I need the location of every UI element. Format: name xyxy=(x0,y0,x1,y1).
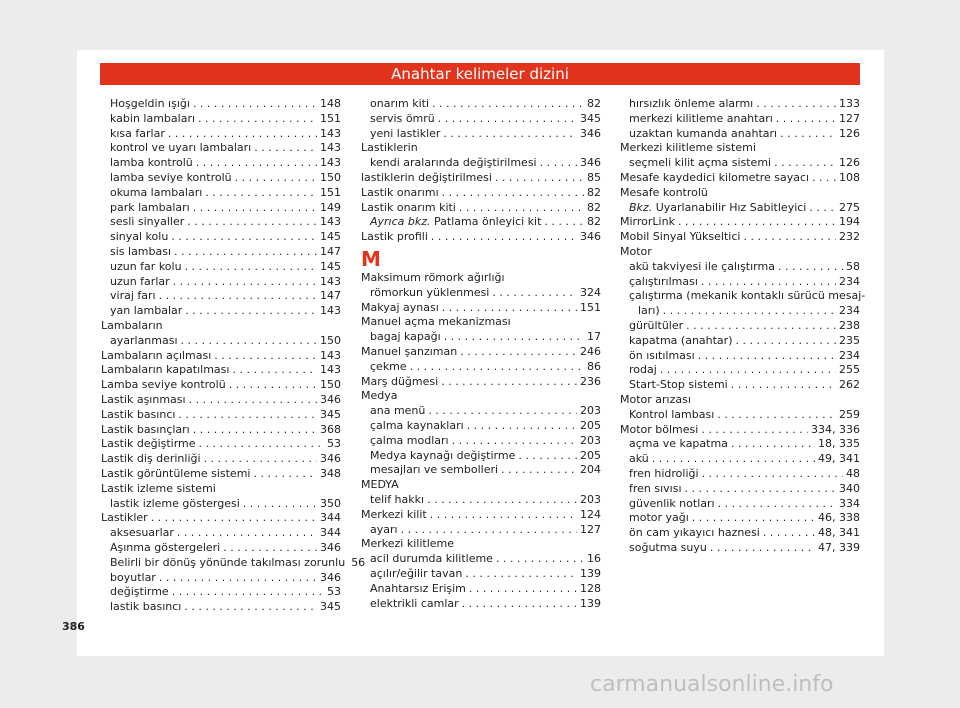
index-entry: sesli sinyaller . . . 143 xyxy=(101,215,341,230)
index-heading: Motor arızası xyxy=(620,392,691,406)
index-entry: açılır/eğilir tavan . . . 139 xyxy=(361,567,601,582)
index-entry: merkezi kilitleme anahtarı . . . 127 xyxy=(620,112,860,127)
index-entry: ları) . . . 234 xyxy=(620,304,860,319)
index-entry: ayarlanması . . . 150 xyxy=(101,334,341,349)
page-number: 386 xyxy=(62,620,85,633)
index-entry: fren sıvısı . . . 340 xyxy=(620,482,860,497)
index-entry: Mobil Sinyal Yükseltici . . . 232 xyxy=(620,230,860,245)
index-entry: Motor bölmesi . . . 334, 336 xyxy=(620,423,860,438)
index-entry: kendi aralarında değiştirilmesi . . . 346 xyxy=(361,156,601,171)
index-entry: lamba seviye kontrolü . . . 150 xyxy=(101,171,341,186)
index-entry: ön ısıtılması . . . 234 xyxy=(620,349,860,364)
index-entry: kapatma (anahtar) . . . 235 xyxy=(620,334,860,349)
index-entry: Start-Stop sistemi . . . 262 xyxy=(620,378,860,393)
index-title: Anahtar kelimeler dizini xyxy=(100,63,860,85)
index-entry: Hoşgeldin ışığı . . . 148 xyxy=(101,97,341,112)
index-heading: çalıştırma (mekanik kontaklı sürücü mesaj- xyxy=(629,289,866,303)
index-entry: aksesuarlar . . . 344 xyxy=(101,526,341,541)
see-also-label: Ayrıca bkz. xyxy=(370,215,431,229)
index-entry: Lamba seviye kontrolü . . . 150 xyxy=(101,378,341,393)
index-entry: lastik izleme göstergesi . . . 350 xyxy=(101,497,341,512)
index-entry: sinyal kolu . . . 145 xyxy=(101,230,341,245)
index-heading: Mesafe kontrolü xyxy=(620,185,708,199)
index-entry: Bkz. Uyarlanabilir Hız Sabitleyici . . . 275 xyxy=(620,201,860,216)
index-entry: onarım kiti . . . 82 xyxy=(361,97,601,112)
index-entry: Lastikler . . . 344 xyxy=(101,511,341,526)
index-entry: Lastik aşınması . . . 346 xyxy=(101,393,341,408)
index-heading: Lastiklerin xyxy=(361,141,418,155)
index-entry: lastik basıncı . . . 345 xyxy=(101,600,341,615)
index-entry: lastiklerin değiştirilmesi . . . 85 xyxy=(361,171,601,186)
index-entry: Lastik basıncı . . . 345 xyxy=(101,408,341,423)
index-entry: Lastik diş derinliği . . . 346 xyxy=(101,452,341,467)
index-entry: boyutlar . . . 346 xyxy=(101,571,341,586)
index-entry: uzun farlar . . . 143 xyxy=(101,275,341,290)
index-entry: Lastik değiştirme . . . 53 xyxy=(101,437,341,452)
index-entry: yan lambalar . . . 143 xyxy=(101,304,341,319)
index-entry: çalma kaynakları . . . 205 xyxy=(361,419,601,434)
index-entry: Belirli bir dönüş yönünde takılması zorunlu 56 xyxy=(110,555,366,569)
index-entry: elektrikli camlar . . . 139 xyxy=(361,597,601,612)
index-entry: motor yağı . . . 46, 338 xyxy=(620,511,860,526)
watermark: carmanualsonline.info xyxy=(590,672,834,697)
index-entry: lamba kontrolü . . . 143 xyxy=(101,156,341,171)
index-entry: ayarı . . . 127 xyxy=(361,523,601,538)
index-entry: park lambaları . . . 149 xyxy=(101,201,341,216)
index-entry: fren hidroliği . . . 48 xyxy=(620,467,860,482)
index-entry: Marş düğmesi . . . 236 xyxy=(361,375,601,390)
index-entry: telif hakkı . . . 203 xyxy=(361,493,601,508)
index-entry: yeni lastikler . . . 346 xyxy=(361,127,601,142)
index-entry: viraj farı . . . 147 xyxy=(101,289,341,304)
index-entry: hırsızlık önleme alarmı . . . 133 xyxy=(620,97,860,112)
index-heading: Manuel açma mekanizması xyxy=(361,315,511,329)
index-heading: Lambaların xyxy=(101,318,163,332)
index-entry: akü . . . 49, 341 xyxy=(620,452,860,467)
index-entry: römorkun yüklenmesi . . . 324 xyxy=(361,286,601,301)
index-entry: ön cam yıkayıcı haznesi . . . 48, 341 xyxy=(620,526,860,541)
index-column-2 xyxy=(361,97,601,611)
index-heading: Maksimum römork ağırlığı xyxy=(361,270,505,284)
index-column-1 xyxy=(101,97,366,615)
index-entry: Lastik onarım kiti . . . 82 xyxy=(361,201,601,216)
index-heading: Merkezi kilitleme sistemi xyxy=(620,141,756,155)
index-entry: acil durumda kilitleme . . . 16 xyxy=(361,552,601,567)
index-entry: Merkezi kilit . . . 124 xyxy=(361,508,601,523)
index-entry: değiştirme . . . 53 xyxy=(101,585,341,600)
index-heading: Medya xyxy=(361,389,398,403)
index-entry: açma ve kapatma . . . 18, 335 xyxy=(620,437,860,452)
index-entry: uzaktan kumanda anahtarı . . . 126 xyxy=(620,127,860,142)
index-entry: seçmeli kilit açma sistemi . . . 126 xyxy=(620,156,860,171)
index-entry: güvenlik notları . . . 334 xyxy=(620,497,860,512)
index-heading: Merkezi kilitleme xyxy=(361,537,455,551)
index-entry: Anahtarsız Erişim . . . 128 xyxy=(361,582,601,597)
index-entry: kabin lambaları . . . 151 xyxy=(101,112,341,127)
index-heading: Lastik izleme sistemi xyxy=(101,481,216,495)
index-entry: Lambaların açılması . . . 143 xyxy=(101,349,341,364)
index-entry: MirrorLink . . . 194 xyxy=(620,215,860,230)
index-entry: çekme . . . 86 xyxy=(361,360,601,375)
index-entry: uzun far kolu . . . 145 xyxy=(101,260,341,275)
index-entry: çalma modları . . . 203 xyxy=(361,434,601,449)
index-entry: rodaj . . . 255 xyxy=(620,363,860,378)
index-entry: akü takviyesi ile çalıştırma . . . 58 xyxy=(620,260,860,275)
index-entry: Lastik basınçları . . . 368 xyxy=(101,423,341,438)
index-entry: Aşınma göstergeleri . . . 346 xyxy=(101,541,341,556)
index-heading: Motor xyxy=(620,244,652,258)
index-entry: sis lambası . . . 147 xyxy=(101,245,341,260)
see-label: Bkz. xyxy=(629,200,653,214)
index-entry: soğutma suyu . . . 47, 339 xyxy=(620,541,860,556)
index-entry: Kontrol lambası . . . 259 xyxy=(620,408,860,423)
index-entry: Lastik onarımı . . . 82 xyxy=(361,186,601,201)
index-entry: Mesafe kaydedici kilometre sayacı . . . 108 xyxy=(620,171,860,186)
index-entry: mesajları ve sembolleri . . . 204 xyxy=(361,463,601,478)
index-entry: ana menü . . . 203 xyxy=(361,404,601,419)
index-entry: Ayrıca bkz. Patlama önleyici kit . . . 82 xyxy=(361,215,601,230)
index-entry: Lastik görüntüleme sistemi . . . 348 xyxy=(101,467,341,482)
index-entry: servis ömrü . . . 345 xyxy=(361,112,601,127)
index-entry: kısa farlar . . . 143 xyxy=(101,127,341,142)
index-entry: Makyaj aynası . . . 151 xyxy=(361,301,601,316)
index-heading: MEDYA xyxy=(361,478,399,492)
index-entry: gürültüler . . . 238 xyxy=(620,319,860,334)
index-entry: Lastik profili . . . 346 xyxy=(361,230,601,245)
index-entry: kontrol ve uyarı lambaları . . . 143 xyxy=(101,141,341,156)
index-entry: Manuel şanzıman . . . 246 xyxy=(361,345,601,360)
index-entry: Medya kaynağı değiştirme . . . 205 xyxy=(361,449,601,464)
index-entry: Lambaların kapatılması . . . 143 xyxy=(101,363,341,378)
index-entry: bagaj kapağı . . . 17 xyxy=(361,330,601,345)
index-entry: okuma lambaları . . . 151 xyxy=(101,186,341,201)
index-column-3 xyxy=(620,97,866,556)
index-entry: çalıştırılması . . . 234 xyxy=(620,275,860,290)
index-letter-heading: M xyxy=(361,246,381,271)
